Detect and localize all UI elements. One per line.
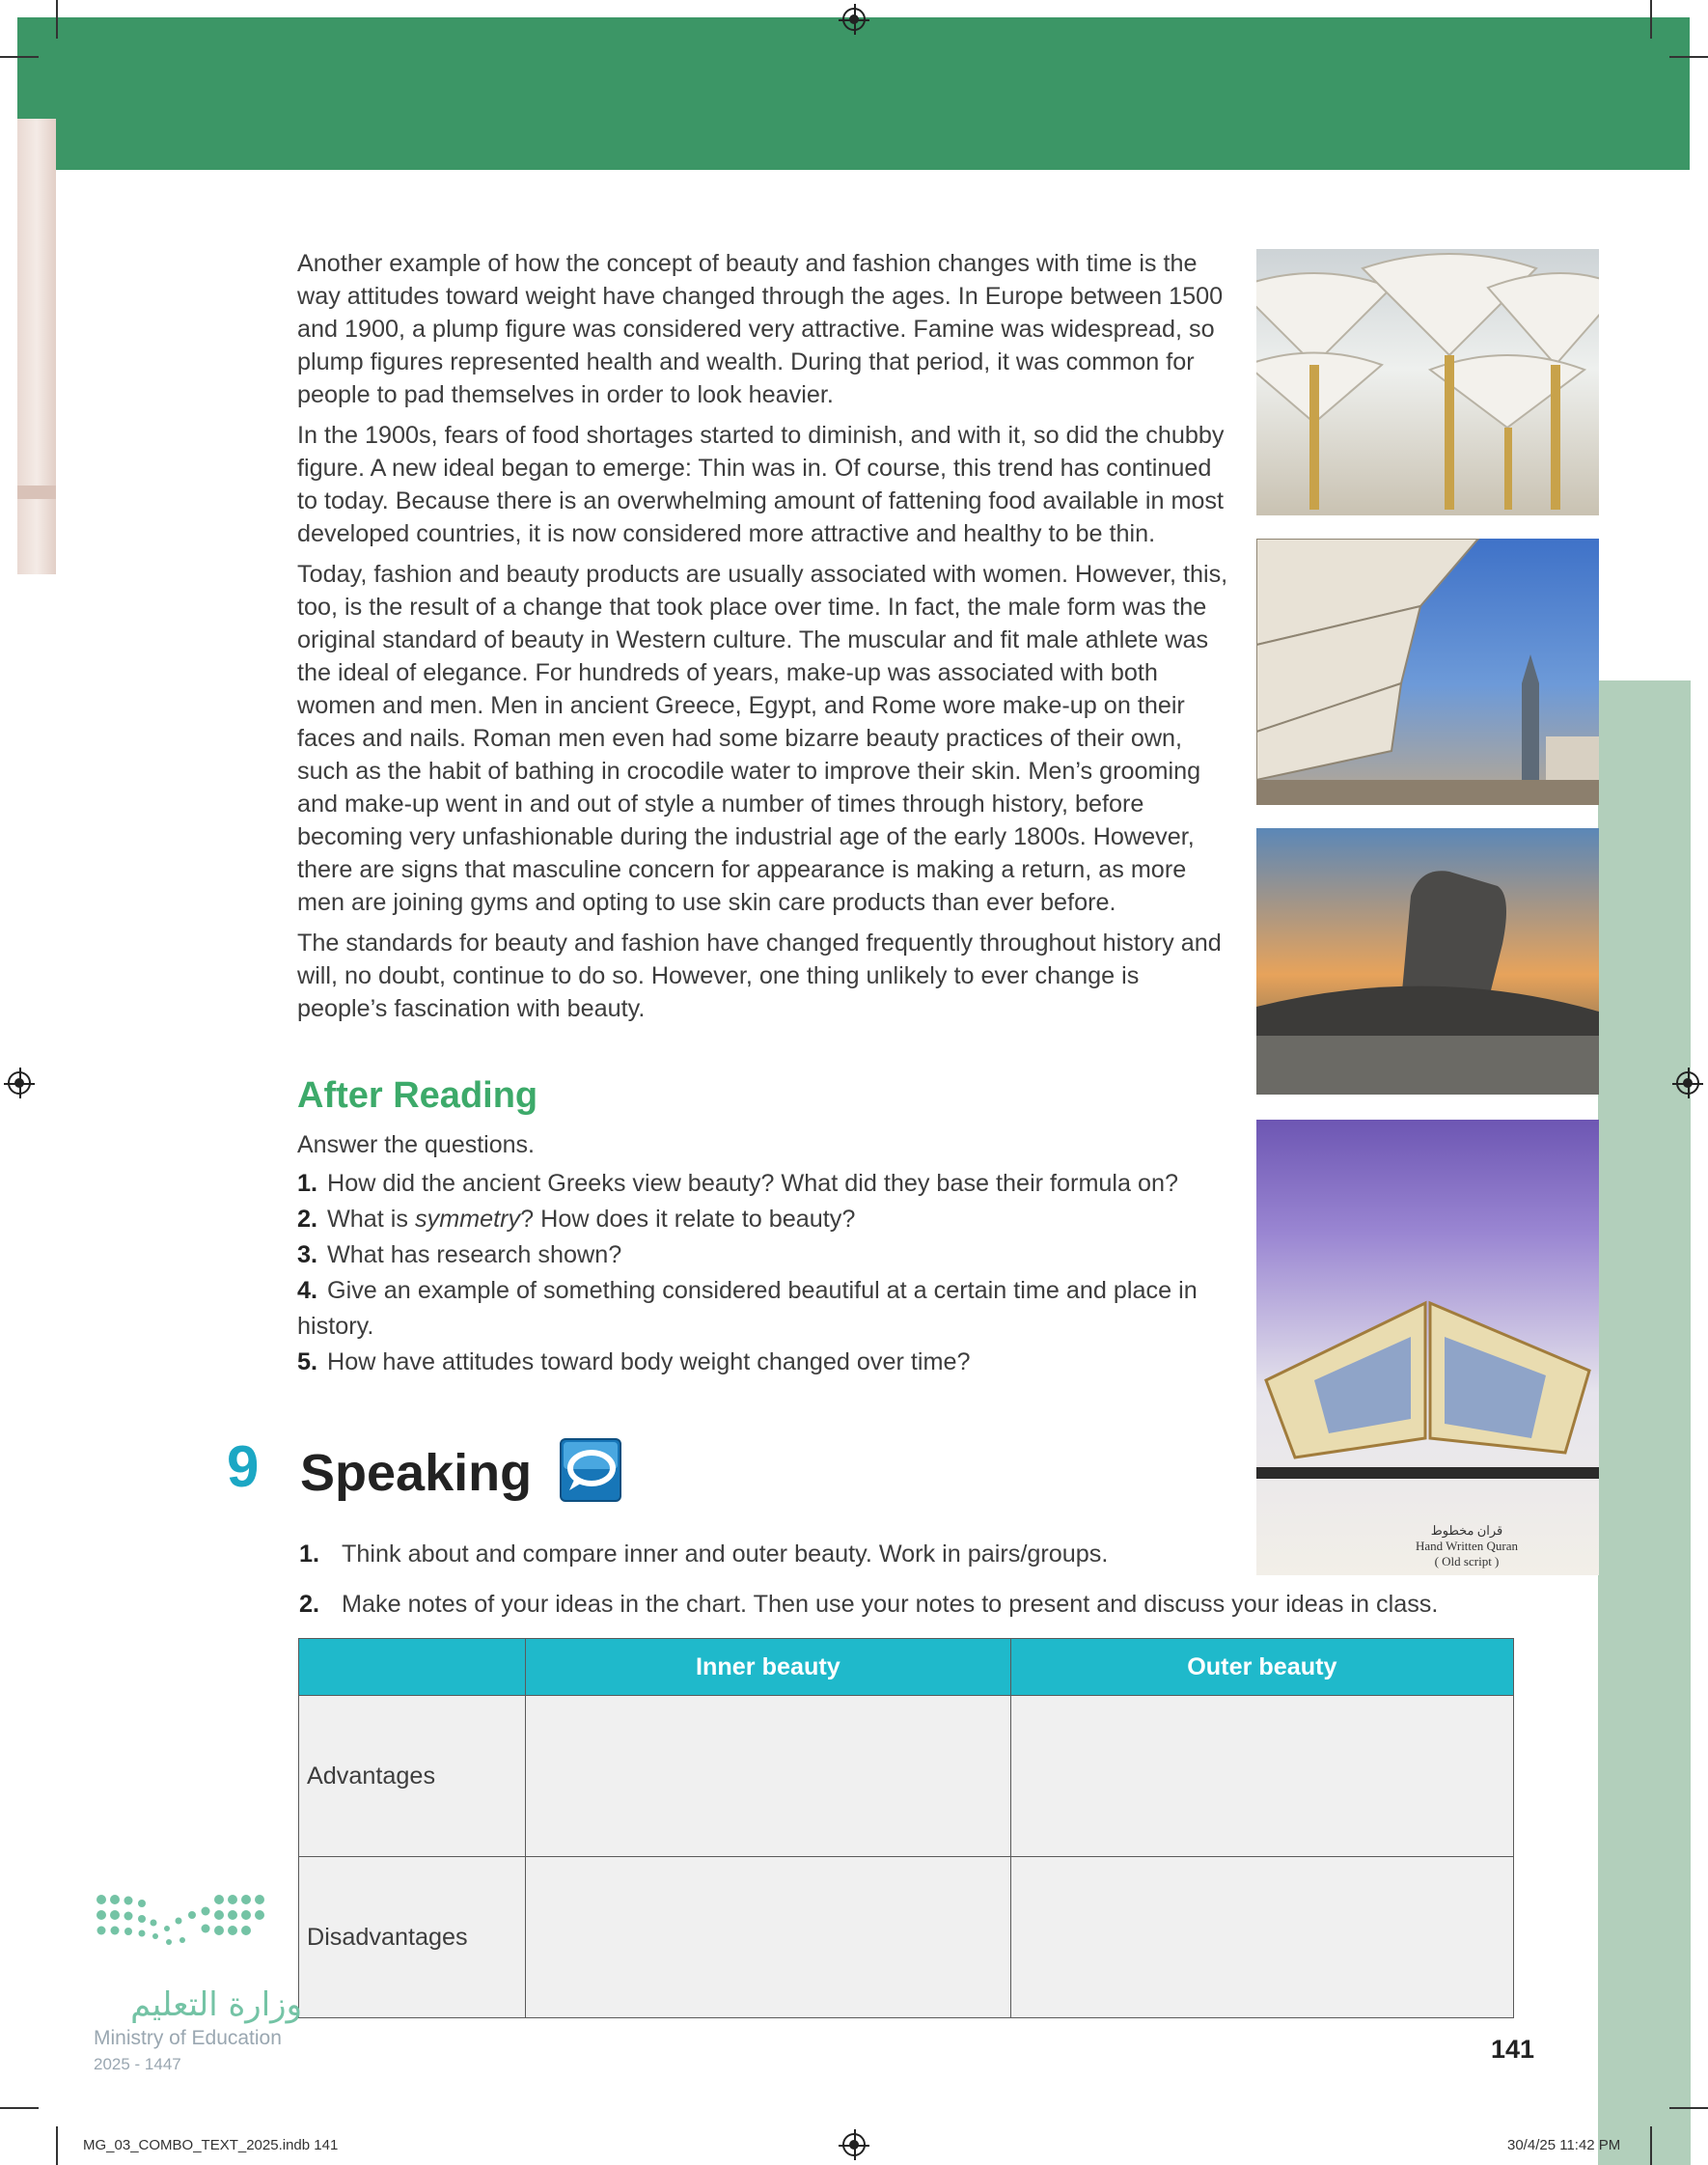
chart-row xyxy=(299,1696,1514,1857)
caption-line: ( Old script ) xyxy=(1434,1554,1500,1568)
question-text: How have attitudes toward body weight changed over time? xyxy=(327,1348,971,1375)
question-text: ? How does it relate to beauty? xyxy=(520,1206,856,1233)
ministry-english-name: Ministry of Education xyxy=(94,2027,282,2049)
question-emphasis: symmetry xyxy=(415,1206,521,1233)
chart-corner-cell xyxy=(299,1639,526,1696)
question-item xyxy=(297,1345,1238,1380)
crop-mark xyxy=(0,2107,39,2109)
speech-bubble-icon xyxy=(560,1438,621,1502)
chart-row xyxy=(299,1857,1514,2018)
question-number: 3. xyxy=(297,1241,318,1268)
right-side-tab xyxy=(1598,680,1691,2165)
crop-mark xyxy=(56,2126,58,2165)
task-number: 1. xyxy=(299,1540,320,1568)
chart-row-label: Advantages xyxy=(299,1696,526,1857)
section-number: 9 xyxy=(227,1434,260,1499)
registration-mark-icon xyxy=(842,8,866,31)
left-photo-strip xyxy=(17,119,56,574)
photo-cultural-center xyxy=(1256,828,1599,1095)
question-item xyxy=(297,1166,1238,1202)
ministry-logo xyxy=(92,1892,304,2027)
caption-line: Hand Written Quran xyxy=(1415,1539,1519,1553)
chart-cell-inner-advantages[interactable] xyxy=(526,1696,1011,1857)
photo-library-facade xyxy=(1256,539,1599,805)
ministry-arabic-name: وزارة التعليم xyxy=(130,1985,302,2024)
crop-mark xyxy=(1650,2126,1652,2165)
chart-cell-outer-disadvantages[interactable] xyxy=(1010,1857,1513,2018)
print-slug-date: 30/4/25 11:42 PM xyxy=(1507,2137,1621,2153)
question-list xyxy=(297,1166,1238,1380)
registration-mark-icon xyxy=(1676,1071,1699,1095)
question-number: 5. xyxy=(297,1348,318,1375)
task-item xyxy=(299,1591,1438,1619)
reading-passage xyxy=(297,247,1233,1033)
crop-mark xyxy=(0,56,39,58)
chart-cell-outer-advantages[interactable] xyxy=(1010,1696,1513,1857)
registration-mark-icon xyxy=(842,2133,866,2156)
instruction-text: Answer the questions. xyxy=(297,1131,535,1158)
photo-mosque-umbrellas xyxy=(1256,249,1599,515)
paragraph: Today, fashion and beauty products are usually associated with women. However, this, too, is the result of a change that took place over time. In fact, the male form was the original standard of beauty in Western culture. The muscular and fit male athlete was the ideal of elegance. For hundreds of years, make-up was associated with both women and men. Men in ancient Greece, Egypt, and Rome wore make-up on their faces and nails. Roman men even had some bizarre beauty practices of their own, such as the habit of bathing in crocodile water to improve their skin. Men’s grooming and make-up went in and out of style a number of times through history, before becoming very unfashionable during the industrial age of the early 1800s. However, there are signs that masculine concern for appearance is making a return, as more men are joining gyms and opting to use skin care products than ever before. xyxy=(297,561,1228,916)
top-color-band xyxy=(17,17,1690,170)
crop-mark xyxy=(56,0,58,39)
crop-mark xyxy=(1669,2107,1708,2109)
crop-mark xyxy=(1669,56,1708,58)
task-number: 2. xyxy=(299,1591,320,1618)
page-number: 141 xyxy=(1491,2035,1535,2064)
chart-cell-inner-disadvantages[interactable] xyxy=(526,1857,1011,2018)
paragraph: Another example of how the concept of beauty and fashion changes with time is the way attitudes toward weight have changed through the ages. In Europe between 1500 and 1900, a plump figure was considered very attractive. Famine was widespread, so plump figures represented health and wealth. During that period, it was common for people to pad themselves in order to look heavier. xyxy=(297,250,1224,408)
ministry-year: 2025 - 1447 xyxy=(94,2055,181,2073)
question-item xyxy=(297,1273,1238,1345)
question-item xyxy=(297,1202,1238,1237)
chart-header-outer: Outer beauty xyxy=(1010,1639,1513,1696)
question-number: 4. xyxy=(297,1277,318,1304)
question-text: Give an example of something considered beautiful at a certain time and place in history. xyxy=(297,1277,1198,1340)
question-item xyxy=(297,1237,1238,1273)
registration-mark-icon xyxy=(8,1071,31,1095)
caption-arabic: قران مخطوط xyxy=(1430,1523,1503,1538)
crop-mark xyxy=(1650,0,1652,39)
chart-header-inner: Inner beauty xyxy=(526,1639,1011,1696)
chart-header-row xyxy=(299,1639,1514,1696)
question-text: What has research shown? xyxy=(327,1241,622,1268)
notes-chart xyxy=(298,1638,1514,2018)
paragraph: In the 1900s, fears of food shortages started to diminish, and with it, so did the chubby figure. A new ideal began to emerge: Thin was in. Of course, this trend has continued to today. Because there is an overwhelming amount of fattening food available in most developed countries, it is now considered more attractive and healthy to be thin. xyxy=(297,422,1225,547)
task-item xyxy=(299,1540,1108,1568)
question-number: 1. xyxy=(297,1170,318,1197)
section-heading: Speaking xyxy=(300,1444,533,1502)
task-text: Think about and compare inner and outer beauty. Work in pairs/groups. xyxy=(342,1540,1109,1568)
photo-handwritten-quran xyxy=(1256,1120,1599,1575)
question-text: What is xyxy=(327,1206,415,1233)
task-text: Make notes of your ideas in the chart. Then use your notes to present and discuss your ideas in class. xyxy=(342,1591,1439,1618)
image-caption xyxy=(1380,1523,1554,1569)
paragraph: The standards for beauty and fashion have changed frequently throughout history and will, no doubt, continue to do so. However, one thing unlikely to ever change is people’s fascination with beauty. xyxy=(297,930,1222,1022)
question-number: 2. xyxy=(297,1206,318,1233)
question-text: How did the ancient Greeks view beauty? What did they base their formula on? xyxy=(327,1170,1179,1197)
print-slug-file: MG_03_COMBO_TEXT_2025.indb 141 xyxy=(83,2137,339,2153)
chart-row-label: Disadvantages xyxy=(299,1857,526,2018)
section-heading: After Reading xyxy=(297,1075,538,1116)
